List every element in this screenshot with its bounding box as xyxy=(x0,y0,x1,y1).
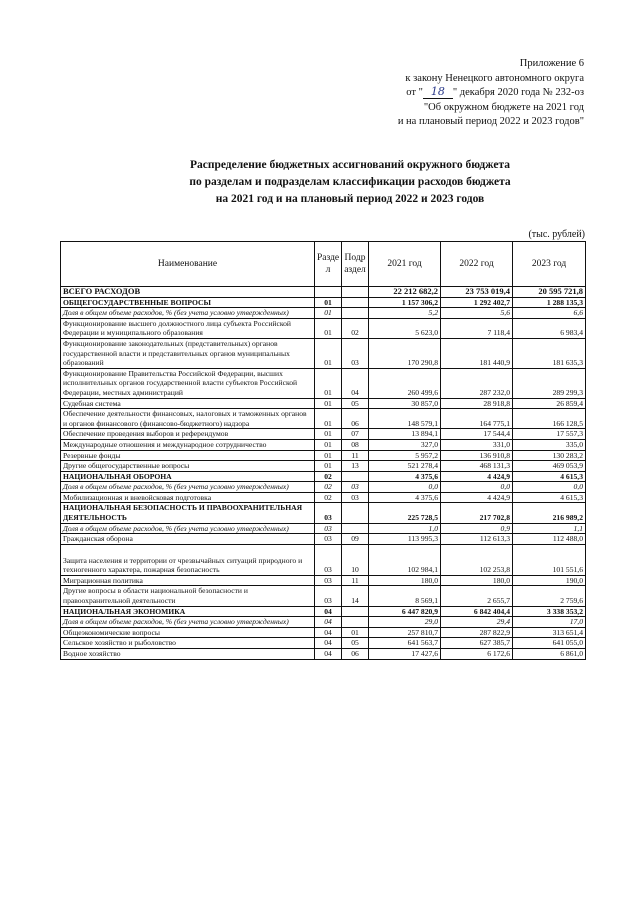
table-row xyxy=(61,368,586,398)
cell-subsection: 05 xyxy=(342,638,369,649)
cell-2022: 112 613,3 xyxy=(441,534,513,545)
cell-2022: 1 292 402,7 xyxy=(441,297,513,308)
cell-section: 01 xyxy=(315,368,342,398)
cell-section: 02 xyxy=(315,492,342,503)
table-row xyxy=(61,492,586,503)
cell-2023: 0,0 xyxy=(513,482,586,493)
table-row xyxy=(61,287,586,298)
cell-2021: 5 623,0 xyxy=(369,318,441,338)
table-row xyxy=(61,523,586,534)
cell-section: 04 xyxy=(315,606,342,617)
cell-2022: 217 702,8 xyxy=(441,503,513,523)
cell-subsection: 09 xyxy=(342,534,369,545)
cell-subsection: 03 xyxy=(342,338,369,368)
cell-2023: 6 861,0 xyxy=(513,649,586,660)
cell-2023: 313 651,4 xyxy=(513,627,586,638)
cell-name: ВСЕГО РАСХОДОВ xyxy=(61,287,315,298)
cell-2021: 29,0 xyxy=(369,617,441,628)
cell-section: 01 xyxy=(315,429,342,440)
cell-2022: 17 544,4 xyxy=(441,429,513,440)
cell-name: Гражданская оборона xyxy=(61,534,315,545)
cell-2021: 1 157 306,2 xyxy=(369,297,441,308)
cell-2021: 4 375,6 xyxy=(369,492,441,503)
cell-2022: 287 822,9 xyxy=(441,627,513,638)
table-row xyxy=(61,606,586,617)
cell-2022: 331,0 xyxy=(441,439,513,450)
cell-name: Обеспечение проведения выборов и референдумов xyxy=(61,429,315,440)
cell-section: 03 xyxy=(315,523,342,534)
cell-section: 03 xyxy=(315,544,342,575)
table-row xyxy=(61,429,586,440)
cell-section: 03 xyxy=(315,503,342,523)
cell-subsection xyxy=(342,308,369,319)
table-row xyxy=(61,482,586,493)
cell-2023: 4 615,3 xyxy=(513,492,586,503)
cell-subsection: 07 xyxy=(342,429,369,440)
cell-2021: 17 427,6 xyxy=(369,649,441,660)
header-subsection: Подр аздел xyxy=(342,242,369,287)
cell-subsection: 05 xyxy=(342,398,369,409)
cell-name: Обеспечение деятельности финансовых, налоговых и таможенных органов и органов финансового (финансово-бюджетного) надзора xyxy=(61,409,315,429)
cell-subsection xyxy=(342,523,369,534)
table-row xyxy=(61,471,586,482)
cell-subsection xyxy=(342,471,369,482)
cell-2023: 335,0 xyxy=(513,439,586,450)
cell-2022: 6 842 404,4 xyxy=(441,606,513,617)
cell-2021: 1,0 xyxy=(369,523,441,534)
cell-name: Защита населения и территории от чрезвычайных ситуаций природного и техногенного характера, пожарная безопасность xyxy=(61,544,315,575)
cell-2023: 289 299,3 xyxy=(513,368,586,398)
cell-name: НАЦИОНАЛЬНАЯ БЕЗОПАСНОСТЬ И ПРАВООХРАНИТЕЛЬНАЯ ДЕЯТЕЛЬНОСТЬ xyxy=(61,503,315,523)
cell-section: 01 xyxy=(315,297,342,308)
cell-subsection: 11 xyxy=(342,575,369,586)
cell-2023: 26 859,4 xyxy=(513,398,586,409)
table-row xyxy=(61,617,586,628)
header-2022: 2022 год xyxy=(441,242,513,287)
cell-2022: 4 424,9 xyxy=(441,471,513,482)
annex-date-day: 18 xyxy=(423,86,453,99)
cell-name: Функционирование законодательных (представительных) органов государственной власти и представительных органов муниципальных образований xyxy=(61,338,315,368)
cell-2023: 6,6 xyxy=(513,308,586,319)
cell-2022: 181 440,9 xyxy=(441,338,513,368)
cell-subsection: 08 xyxy=(342,439,369,450)
table-body xyxy=(61,287,586,660)
cell-subsection: 06 xyxy=(342,649,369,660)
table-row xyxy=(61,398,586,409)
cell-2023: 641 055,0 xyxy=(513,638,586,649)
table-header-row xyxy=(61,242,586,287)
cell-2022: 6 172,6 xyxy=(441,649,513,660)
cell-2023: 20 595 721,8 xyxy=(513,287,586,298)
cell-2023: 216 989,2 xyxy=(513,503,586,523)
cell-subsection xyxy=(342,297,369,308)
cell-2022: 102 253,8 xyxy=(441,544,513,575)
cell-2023: 101 551,6 xyxy=(513,544,586,575)
cell-2021: 170 290,8 xyxy=(369,338,441,368)
units-label: (тыс. рублей) xyxy=(528,229,585,240)
cell-subsection: 13 xyxy=(342,461,369,472)
cell-name: Миграционная политика xyxy=(61,575,315,586)
annex-law: к закону Ненецкого автономного округа xyxy=(405,72,584,84)
title-line-3: на 2021 год и на плановый период 2022 и 2023 годов xyxy=(215,193,485,205)
cell-2021: 102 984,1 xyxy=(369,544,441,575)
cell-2023: 130 283,2 xyxy=(513,450,586,461)
table-row xyxy=(61,586,586,606)
cell-section: 01 xyxy=(315,338,342,368)
table-row xyxy=(61,461,586,472)
table-row xyxy=(61,627,586,638)
annex-number: Приложение 6 xyxy=(519,58,584,69)
cell-name: Другие общегосударственные вопросы xyxy=(61,461,315,472)
cell-2023: 6 983,4 xyxy=(513,318,586,338)
cell-2023: 3 338 353,2 xyxy=(513,606,586,617)
cell-name: НАЦИОНАЛЬНАЯ ЭКОНОМИКА xyxy=(61,606,315,617)
cell-2021: 5,2 xyxy=(369,308,441,319)
cell-section: 01 xyxy=(315,308,342,319)
table-row xyxy=(61,439,586,450)
cell-section: 03 xyxy=(315,534,342,545)
cell-2023: 190,0 xyxy=(513,575,586,586)
cell-2022: 627 385,7 xyxy=(441,638,513,649)
cell-2023: 2 759,6 xyxy=(513,586,586,606)
cell-subsection: 06 xyxy=(342,409,369,429)
cell-2021: 148 579,1 xyxy=(369,409,441,429)
cell-section: 01 xyxy=(315,398,342,409)
cell-2022: 2 655,7 xyxy=(441,586,513,606)
header-name: Наименование xyxy=(61,242,315,287)
header-2023: 2023 год xyxy=(513,242,586,287)
cell-2021: 30 857,0 xyxy=(369,398,441,409)
title-line-1: Распределение бюджетных ассигнований окружного бюджета xyxy=(189,159,511,171)
cell-subsection: 02 xyxy=(342,318,369,338)
cell-section: 01 xyxy=(315,439,342,450)
cell-subsection: 11 xyxy=(342,450,369,461)
table-row xyxy=(61,318,586,338)
cell-section: 04 xyxy=(315,617,342,628)
table-row xyxy=(61,544,586,575)
annex-date-prefix: от " xyxy=(406,87,423,99)
cell-2022: 287 232,0 xyxy=(441,368,513,398)
cell-2022: 23 753 019,4 xyxy=(441,287,513,298)
cell-section: 01 xyxy=(315,461,342,472)
cell-2021: 6 447 820,9 xyxy=(369,606,441,617)
cell-2023: 17 557,3 xyxy=(513,429,586,440)
cell-name: Общеэкономические вопросы xyxy=(61,627,315,638)
cell-name: Международные отношения и международное сотрудничество xyxy=(61,439,315,450)
cell-name: Доля в общем объеме расходов, % (без учета условно утвержденных) xyxy=(61,523,315,534)
cell-name: НАЦИОНАЛЬНАЯ ОБОРОНА xyxy=(61,471,315,482)
cell-2022: 5,6 xyxy=(441,308,513,319)
cell-section: 03 xyxy=(315,575,342,586)
cell-2022: 0,9 xyxy=(441,523,513,534)
cell-2023: 4 615,3 xyxy=(513,471,586,482)
cell-2021: 257 810,7 xyxy=(369,627,441,638)
cell-2021: 5 957,2 xyxy=(369,450,441,461)
cell-section: 01 xyxy=(315,318,342,338)
cell-name: Водное хозяйство xyxy=(61,649,315,660)
cell-2021: 327,0 xyxy=(369,439,441,450)
cell-subsection xyxy=(342,503,369,523)
cell-section: 03 xyxy=(315,586,342,606)
annex-header xyxy=(264,57,584,130)
table-row xyxy=(61,649,586,660)
cell-2021: 180,0 xyxy=(369,575,441,586)
cell-2021: 4 375,6 xyxy=(369,471,441,482)
cell-2023: 166 128,5 xyxy=(513,409,586,429)
cell-subsection: 03 xyxy=(342,492,369,503)
cell-2021: 0,0 xyxy=(369,482,441,493)
cell-name: Функционирование высшего должностного лица субъекта Российской Федерации и муниципального образования xyxy=(61,318,315,338)
table-row xyxy=(61,308,586,319)
table-row xyxy=(61,338,586,368)
cell-section: 04 xyxy=(315,638,342,649)
annex-date xyxy=(264,86,584,101)
table-row xyxy=(61,503,586,523)
cell-2022: 4 424,9 xyxy=(441,492,513,503)
cell-name: Другие вопросы в области национальной безопасности и правоохранительной деятельности xyxy=(61,586,315,606)
cell-2021: 641 563,7 xyxy=(369,638,441,649)
cell-2022: 136 910,8 xyxy=(441,450,513,461)
table-row xyxy=(61,409,586,429)
cell-name: Доля в общем объеме расходов, % (без учета условно утвержденных) xyxy=(61,617,315,628)
cell-subsection: 04 xyxy=(342,368,369,398)
cell-2022: 0,0 xyxy=(441,482,513,493)
cell-subsection: 03 xyxy=(342,482,369,493)
cell-name: ОБЩЕГОСУДАРСТВЕННЫЕ ВОПРОСЫ xyxy=(61,297,315,308)
cell-section: 04 xyxy=(315,649,342,660)
header-section: Разде л xyxy=(315,242,342,287)
cell-2021: 22 212 682,2 xyxy=(369,287,441,298)
cell-section: 04 xyxy=(315,627,342,638)
cell-section xyxy=(315,287,342,298)
annex-date-suffix: " декабря 2020 года № 232-оз xyxy=(452,87,584,99)
cell-2021: 113 995,3 xyxy=(369,534,441,545)
cell-subsection: 10 xyxy=(342,544,369,575)
cell-name: Доля в общем объеме расходов, % (без учета условно утвержденных) xyxy=(61,308,315,319)
cell-2022: 468 131,3 xyxy=(441,461,513,472)
cell-2023: 181 635,3 xyxy=(513,338,586,368)
cell-2022: 7 118,4 xyxy=(441,318,513,338)
table-row xyxy=(61,575,586,586)
table-row xyxy=(61,450,586,461)
cell-section: 02 xyxy=(315,482,342,493)
cell-2022: 164 775,1 xyxy=(441,409,513,429)
annex-law-title: "Об окружном бюджете на 2021 год xyxy=(423,101,584,113)
cell-2021: 521 278,4 xyxy=(369,461,441,472)
cell-2023: 112 488,0 xyxy=(513,534,586,545)
budget-table xyxy=(60,241,586,660)
cell-2021: 225 728,5 xyxy=(369,503,441,523)
cell-2021: 13 894,1 xyxy=(369,429,441,440)
cell-name: Мобилизационная и вневойсковая подготовка xyxy=(61,492,315,503)
cell-subsection: 14 xyxy=(342,586,369,606)
cell-2022: 28 918,8 xyxy=(441,398,513,409)
cell-2023: 469 053,9 xyxy=(513,461,586,472)
cell-2023: 1,1 xyxy=(513,523,586,534)
table-row xyxy=(61,534,586,545)
cell-name: Сельское хозяйство и рыболовство xyxy=(61,638,315,649)
cell-subsection xyxy=(342,606,369,617)
table-row xyxy=(61,297,586,308)
cell-section: 01 xyxy=(315,450,342,461)
cell-section: 01 xyxy=(315,409,342,429)
cell-2021: 8 569,1 xyxy=(369,586,441,606)
cell-subsection xyxy=(342,617,369,628)
cell-2023: 1 288 135,3 xyxy=(513,297,586,308)
document-title xyxy=(60,157,640,208)
cell-subsection xyxy=(342,287,369,298)
cell-section: 02 xyxy=(315,471,342,482)
cell-name: Резервные фонды xyxy=(61,450,315,461)
cell-name: Судебная система xyxy=(61,398,315,409)
annex-law-period: и на плановый период 2022 и 2023 годов" xyxy=(397,116,584,128)
cell-subsection: 01 xyxy=(342,627,369,638)
cell-2021: 260 499,6 xyxy=(369,368,441,398)
cell-name: Функционирование Правительства Российской Федерации, высших исполнительных органов государственной власти субъектов Российской Федерации, местных администраций xyxy=(61,368,315,398)
title-line-2: по разделам и подразделам классификации расходов бюджета xyxy=(189,176,511,188)
table-row xyxy=(61,638,586,649)
cell-2022: 29,4 xyxy=(441,617,513,628)
header-2021: 2021 год xyxy=(369,242,441,287)
cell-name: Доля в общем объеме расходов, % (без учета условно утвержденных) xyxy=(61,482,315,493)
cell-2022: 180,0 xyxy=(441,575,513,586)
cell-2023: 17,0 xyxy=(513,617,586,628)
